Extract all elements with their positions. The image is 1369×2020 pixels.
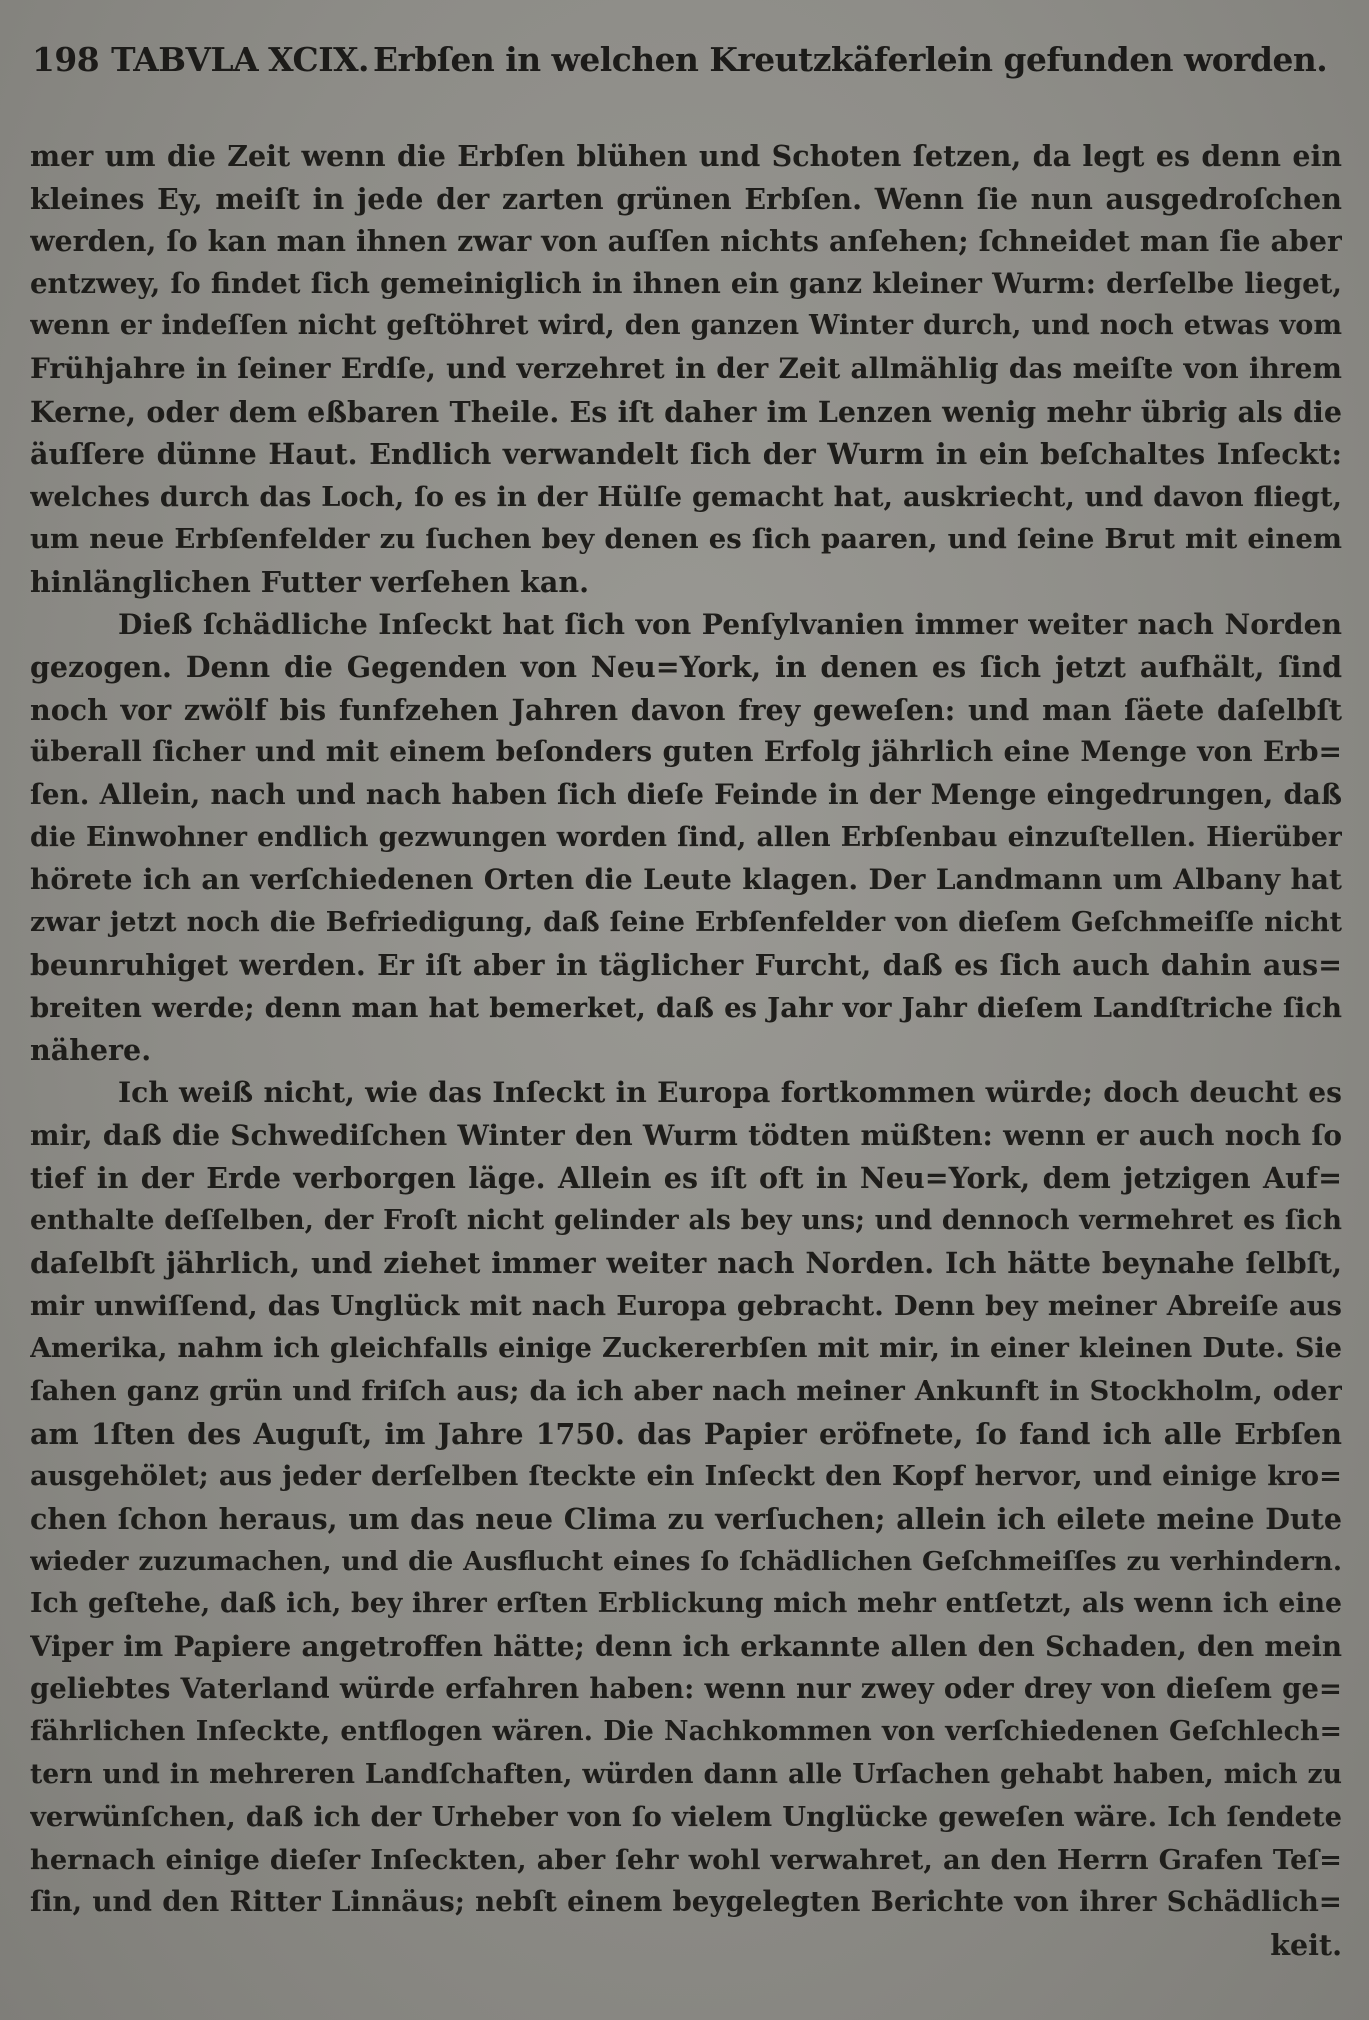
text-line: hinlänglichen Futter verſehen kan. xyxy=(30,564,590,599)
text-line: daſelbſt jährlich, und ziehet immer weiter nach Norden. Ich hätte beynahe ſelbſt, xyxy=(30,1246,1342,1281)
text-line: mir, daß die Schwediſchen Winter den Wurm tödten müßten: wenn er auch noch ſo xyxy=(30,1118,1342,1152)
text-line: Amerika, nahm ich gleichfalls einige Zuckererbſen mit mir, in einer kleinen Dute. Sie xyxy=(30,1332,1342,1364)
text-line: tern und in mehreren Landſchaften, würden dann alle Urſachen gehabt haben, mich zu xyxy=(30,1758,1342,1790)
header-title: Erbſen in welchen Kreutzkäferlein gefunden worden. xyxy=(373,40,1328,79)
text-line: verwünſchen, daß ich der Urheber von ſo vielem Unglücke geweſen wäre. Ich ſendete xyxy=(30,1801,1342,1834)
closing-word: keit. xyxy=(1270,1927,1342,1962)
text-line: tief in der Erde verborgen läge. Allein es iſt oft in Neu=York, dem jetzigen Auf= xyxy=(30,1161,1342,1196)
text-line: entzwey, ſo findet ſich gemeiniglich in ihnen ein ganz kleiner Wurm: derſelbe lieget, xyxy=(30,266,1342,300)
text-line: werden, ſo kan man ihnen zwar von auſſen nichts anſehen; ſchneidet man ſie aber xyxy=(30,224,1342,259)
text-line: welches durch das Loch, ſo es in der Hülſe gemacht hat, auskriecht, und davon fliegt, xyxy=(30,480,1342,513)
text-line: geliebtes Vaterland würde erfahren haben: wenn nur zwey oder drey von dieſem ge= xyxy=(30,1672,1342,1706)
tabula-label: TABVLA xyxy=(111,40,259,79)
text-line: breiten werde; denn man hat bemerket, daß es Jahr vor Jahr dieſem Landſtriche ſich xyxy=(30,991,1342,1024)
text-line: Kerne, oder dem eßbaren Theile. Es iſt daher im Lenzen wenig mehr übrig als die xyxy=(30,394,1342,429)
text-line: Frühjahre in ſeiner Erdſe, und verzehret in der Zeit allmählig das meiſte von ihrem xyxy=(30,351,1342,385)
text-line: hernach einige dieſer Inſeckten, aber ſehr wohl verwahret, an den Herrn Grafen Teſ= xyxy=(30,1843,1342,1876)
text-line: beunruhiget werden. Er iſt aber in täglicher Furcht, daß es ſich auch dahin aus= xyxy=(30,948,1342,983)
text-line: enthalte deſſelben, der Froſt nicht gelinder als bey uns; und dennoch vermehret es ſich xyxy=(30,1204,1342,1236)
text-line: wenn er indeſſen nicht geſtöhret wird, den ganzen Winter durch, und noch etwas vom xyxy=(30,310,1342,342)
text-line: ſahen ganz grün und friſch aus; da ich aber nach meiner Ankunft in Stockholm, oder xyxy=(30,1375,1342,1408)
text-line: hörete ich an verſchiedenen Orten die Leute klagen. Der Landmann um Albany hat xyxy=(30,863,1342,897)
text-line: zwar jetzt noch die Befriedigung, daß ſeine Erbſenfelder von dieſem Geſchmeiſſe nicht xyxy=(30,906,1342,938)
text-line: fährlichen Inſeckte, entflogen wären. Die Nachkommen von verſchiedenen Geſchlech= xyxy=(30,1715,1342,1747)
body-text xyxy=(30,135,1342,1967)
text-line: gezogen. Denn die Gegenden von Neu=York, in denen es ſich jetzt aufhält, ſind xyxy=(30,650,1342,685)
paragraph-start: Dieß ſchädliche Inſeckt hat ſich von Penſylvanien immer weiter nach Norden xyxy=(118,607,1342,641)
text-line: mer um die Zeit wenn die Erbſen blühen und Schoten ſetzen, da legt es denn ein xyxy=(30,139,1342,173)
tabula-number: XCIX. xyxy=(268,40,370,79)
text-line: ausgehölet; aus jeder derſelben ſteckte ein Inſeckt den Kopf hervor, und einige kro= xyxy=(30,1460,1342,1493)
text-line: Viper im Papiere angetroffen hätte; denn ich erkannte allen den Schaden, den mein xyxy=(30,1629,1342,1663)
text-line: ſin, und den Ritter Linnäus; nebſt einem beygelegten Berichte von ihrer Schädlich= xyxy=(30,1885,1342,1919)
text-line: Ich geſtehe, daß ich, bey ihrer erſten Erblickung mich mehr entſetzt, als wenn ich eine xyxy=(30,1588,1342,1620)
paragraph-start: Ich weiß nicht, wie das Inſeckt in Europa fortkommen würde; doch deucht es xyxy=(118,1076,1342,1110)
text-line: um neue Erbſenfelder zu ſuchen bey denen es ſich paaren, und ſeine Brut mit einem xyxy=(30,523,1342,556)
text-line: ſen. Allein, nach und nach haben ſich dieſe Feinde in der Menge eingedrungen, daß xyxy=(30,777,1342,811)
text-line: nähere. xyxy=(30,1033,152,1068)
page-number: 198 xyxy=(32,40,100,79)
text-line: überall ſicher und mit einem beſonders guten Erfolg jährlich eine Menge von Erb= xyxy=(30,735,1342,769)
text-line: kleines Ey, meiſt in jede der zarten grünen Erbſen. Wenn ſie nun ausgedroſchen xyxy=(30,181,1342,216)
text-line: am 1ſten des Auguſt, im Jahre 1750. das Papier eröfnete, ſo fand ich alle Erbſen xyxy=(30,1416,1342,1451)
page-header xyxy=(32,40,1342,120)
text-line: die Einwohner endlich gezwungen worden ſind, allen Erbſenbau einzuſtellen. Hierüber xyxy=(30,821,1342,853)
text-line: chen ſchon heraus, um das neue Clima zu verſuchen; allein ich eilete meine Dute xyxy=(30,1502,1342,1536)
text-line: noch vor zwölf bis funfzehen Jahren davon frey geweſen: und man ſäete daſelbſt xyxy=(30,692,1342,727)
text-line: mir unwiſſend, das Unglück mit nach Europa gebracht. Denn bey meiner Abreiſe aus xyxy=(30,1290,1342,1323)
text-line: äuſſere dünne Haut. Endlich verwandelt ſich der Wurm in ein beſchaltes Inſeckt: xyxy=(30,437,1342,472)
text-line: wieder zuzumachen, und die Ausflucht eines ſo ſchädlichen Geſchmeiſſes zu verhindern. xyxy=(30,1545,1342,1577)
